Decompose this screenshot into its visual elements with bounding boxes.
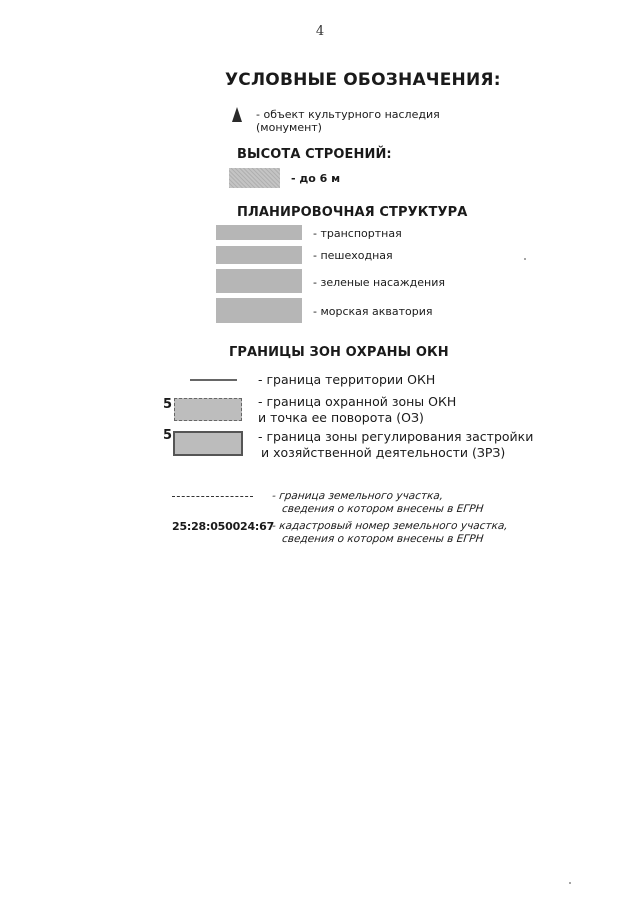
cadastral-sublabel: сведения о котором внесены в ЕГРН: [281, 533, 485, 545]
monument-label: - объект культурного наследия: [256, 108, 440, 121]
land-plot-dashed-line: [172, 496, 253, 497]
greenery-swatch: [216, 269, 302, 293]
pedestrian-swatch: [216, 246, 302, 264]
greenery-label: - зеленые насаждения: [313, 276, 445, 289]
okn-territory-label: - граница территории ОКН: [258, 372, 436, 387]
pedestrian-label: - пешеходная: [313, 249, 393, 262]
height-swatch: [229, 168, 280, 188]
scan-speck: [524, 258, 526, 260]
transport-label: - транспортная: [313, 227, 402, 240]
monument-sublabel: (монумент): [256, 121, 322, 134]
zrz-zone-swatch: [173, 431, 243, 456]
zrz-zone-sublabel: и хозяйственной деятельности (ЗРЗ): [261, 445, 506, 460]
zrz-point-number: 5: [163, 428, 173, 443]
boundaries-section-title: ГРАНИЦЫ ЗОН ОХРАНЫ ОКН: [229, 345, 449, 360]
monument-icon: [232, 107, 242, 122]
height-label: - до 6 м: [291, 172, 341, 185]
sea-label: - морская акватория: [313, 305, 433, 318]
oz-zone-sublabel: и точка ее поворота (ОЗ): [258, 410, 424, 425]
oz-zone-label: - граница охранной зоны ОКН: [258, 394, 457, 409]
land-plot-sublabel: сведения о котором внесены в ЕГРН: [281, 503, 485, 515]
zrz-zone-label: - граница зоны регулирования застройки: [258, 429, 534, 444]
cadastral-label: - кадастровый номер земельного участка,: [271, 520, 509, 532]
page-number: 4: [315, 24, 325, 39]
oz-point-number: 5: [163, 397, 173, 412]
land-plot-label: - граница земельного участка,: [271, 490, 444, 502]
height-section-title: ВЫСОТА СТРОЕНИЙ:: [237, 147, 392, 162]
cadastral-number: 25:28:050024:67: [172, 520, 275, 533]
legend-title: УСЛОВНЫЕ ОБОЗНАЧЕНИЯ:: [225, 70, 501, 90]
okn-territory-line: [190, 379, 237, 381]
sea-swatch: [216, 298, 302, 323]
scan-speck: [569, 882, 571, 884]
oz-zone-swatch: [174, 398, 242, 421]
planning-section-title: ПЛАНИРОВОЧНАЯ СТРУКТУРА: [237, 205, 468, 220]
transport-swatch: [216, 225, 302, 240]
